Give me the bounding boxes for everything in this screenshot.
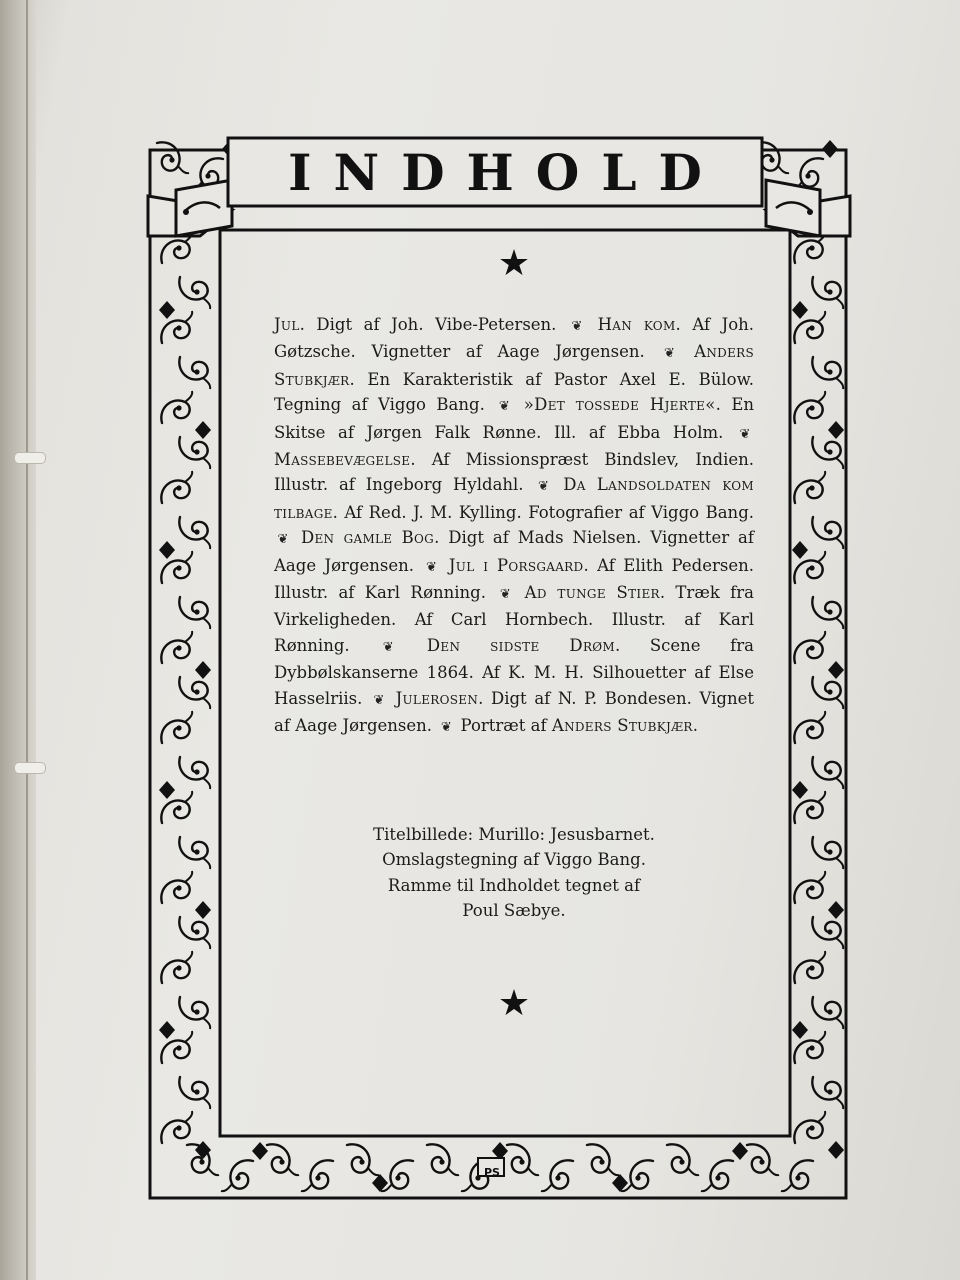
star-ornament-top: ★ bbox=[497, 243, 531, 284]
leaf-separator-icon: ❦ bbox=[277, 532, 289, 548]
page-title: INDHOLD bbox=[288, 142, 724, 202]
leaf-separator-icon: ❦ bbox=[499, 587, 511, 603]
leaf-separator-icon: ❦ bbox=[498, 399, 510, 415]
credit-line: Omslagstegning af Viggo Bang. bbox=[382, 850, 646, 870]
leaf-separator-icon: ❦ bbox=[382, 639, 394, 655]
entry-title: Jul i Porsgaard bbox=[448, 555, 584, 575]
entry-title: Den gamle Bog bbox=[300, 528, 435, 548]
entry-title: Jul bbox=[274, 315, 300, 334]
artist-monogram: PS bbox=[484, 1166, 500, 1179]
leaf-separator-icon: ❦ bbox=[571, 319, 583, 334]
credit-line: Ramme til Indholdet tegnet af bbox=[387, 875, 641, 895]
entry-text: . Af Elith Pedersen. Illustr. af Karl Rønning. bbox=[274, 555, 754, 603]
leaf-separator-icon: ❦ bbox=[425, 559, 437, 575]
leaf-separator-icon: ❦ bbox=[739, 426, 751, 442]
entry-text: . bbox=[692, 716, 698, 736]
entry-text: . En Skitse af Jørgen Falk Rønne. Ill. af Ebba Holm. bbox=[274, 395, 754, 442]
contents-list bbox=[274, 312, 754, 741]
entry-title: Anders Stubkjær bbox=[551, 716, 693, 736]
entry-title: Han kom bbox=[597, 315, 676, 334]
entry-text: . Af Missionspræst Bindslev, Indien. Illustr. af Ingeborg Hyldahl. bbox=[274, 450, 754, 495]
entry-title: Den sidste Drøm bbox=[426, 635, 616, 655]
entry-text: . Scene fra Dybbølskanserne 1864. Af K. M. H. Silhouetter af Else Hasselriis. bbox=[274, 635, 754, 708]
entry-title: Massebevægelse bbox=[274, 450, 411, 470]
star-ornament-bottom: ★ bbox=[497, 983, 531, 1024]
credit-line: Titelbillede: Murillo: Jesusbarnet. bbox=[373, 825, 655, 844]
entry-title: Ad tunge Stier bbox=[524, 583, 660, 603]
entry-text: . Digt af N. P. Bondesen. Vignet af Aage Jørgensen. bbox=[274, 688, 754, 736]
entry-prefix: Portræt af bbox=[460, 716, 552, 736]
entry-title: Anders Stubkjær bbox=[274, 342, 755, 389]
entry-text: . Træk fra Virkeligheden. Af Carl Hornbech. Illustr. af Karl Rønning. bbox=[274, 583, 754, 655]
leaf-separator-icon: ❦ bbox=[664, 346, 675, 362]
entry-text: . En Karakteristik af Pastor Axel E. Bülow. Tegning af Viggo Bang. bbox=[274, 369, 754, 415]
entry-text: . Digt af Mads Nielsen. Vignetter af Aage Jørgensen. bbox=[274, 528, 754, 575]
credits bbox=[274, 822, 754, 924]
entry-text: . Af Red. J. M. Kylling. Fotografier af Viggo Bang. bbox=[332, 502, 754, 522]
leaf-separator-icon: ❦ bbox=[440, 720, 452, 736]
credit-line: Poul Sæbye. bbox=[462, 901, 566, 921]
entry-text: . Af Joh. Gøtzsche. Vignetter af Aage Jørgensen. bbox=[274, 315, 755, 362]
entry-title: Julerosen bbox=[395, 688, 479, 708]
entry-title: Da Landsoldaten kom tilbage bbox=[274, 475, 755, 522]
leaf-separator-icon: ❦ bbox=[373, 692, 385, 708]
entry-text: . Digt af Joh. Vibe-Petersen. bbox=[299, 315, 557, 334]
leaf-separator-icon: ❦ bbox=[537, 479, 549, 495]
entry-title: »Det tossede Hjerte« bbox=[523, 395, 716, 415]
